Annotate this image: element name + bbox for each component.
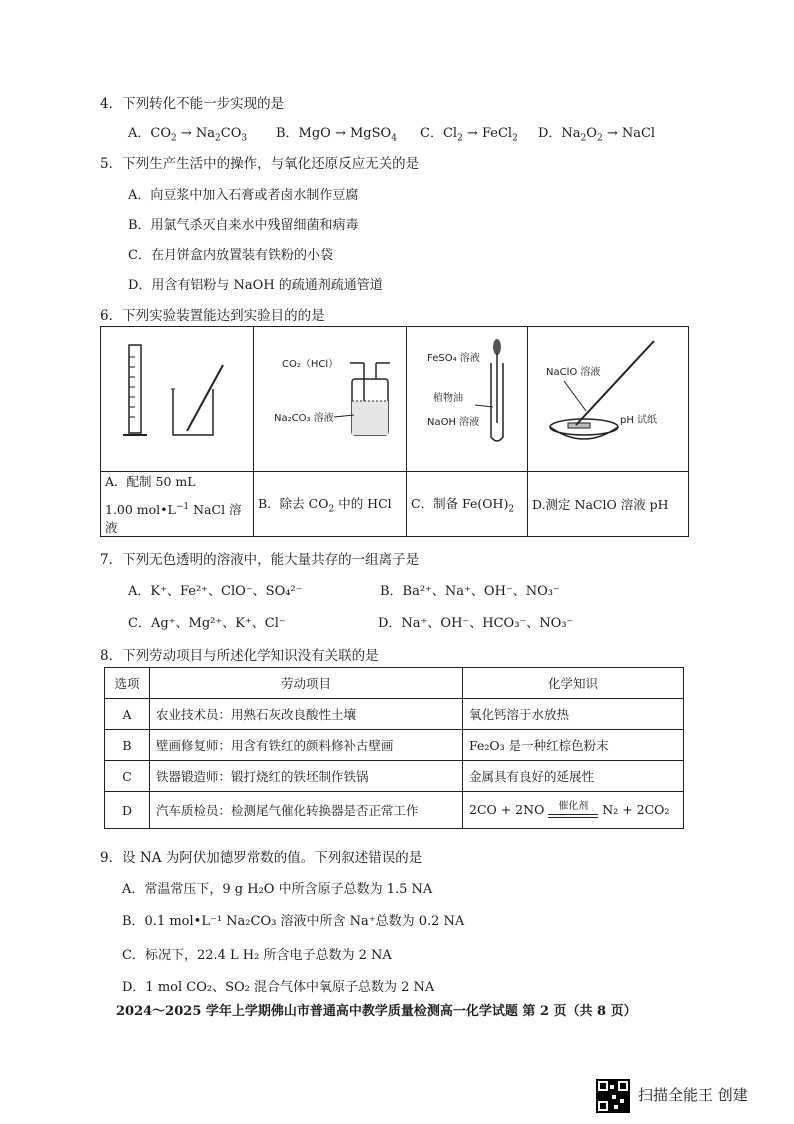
q9-option-a: A．常温常压下，9 g H₂O 中所含原子总数为 1.5 NA bbox=[122, 882, 433, 897]
q6-apparatus-table bbox=[100, 326, 689, 537]
q6-figure-d bbox=[528, 327, 689, 472]
q5-stem: 5．下列生产生活中的操作，与氧化还原反应无关的是 bbox=[100, 156, 420, 172]
table-row bbox=[105, 699, 684, 730]
q6-c-solution2-label: NaOH 溶液 bbox=[427, 417, 480, 428]
q8-row-option: D bbox=[105, 792, 150, 829]
gas-washing-bottle bbox=[254, 327, 406, 467]
q6-d-ph-paper-label: pH 试纸 bbox=[620, 415, 658, 426]
q6-figure-b bbox=[254, 327, 407, 472]
q8-row-knowledge bbox=[463, 792, 684, 829]
q5-option-d: D．用含有铝粉与 NaOH 的疏通剂疏通管道 bbox=[128, 278, 383, 293]
q6-b-solution-label: Na₂CO₃ 溶液 bbox=[274, 413, 334, 424]
q8-stem: 8．下列劳动项目与所述化学知识没有关联的是 bbox=[100, 648, 379, 664]
reaction-reactants: 2CO + 2NO bbox=[469, 801, 545, 817]
q6-c-solution1-label: FeSO₄ 溶液 bbox=[427, 353, 480, 364]
q5-option-a: A．向豆浆中加入石膏或者卤水制作豆腐 bbox=[128, 188, 359, 203]
q4-option-a: A．$CO_2 \to Na_2CO_3$ bbox=[128, 126, 248, 144]
q4-stem: 4．下列转化不能一步实现的是 bbox=[100, 96, 285, 112]
q4-option-b: B．MgO → MgSO$_4$ bbox=[276, 126, 397, 144]
watch-glass-and-rod bbox=[528, 327, 688, 467]
q6-figure-a bbox=[101, 327, 254, 472]
q9-stem: 9．设 NA 为阿伏加德罗常数的值。下列叙述错误的是 bbox=[100, 850, 423, 866]
q8-row-task: 农业技术员：用熟石灰改良酸性土壤 bbox=[150, 699, 463, 730]
q7-option-b: B．Ba²⁺、Na⁺、OH⁻、NO₃⁻ bbox=[380, 584, 560, 599]
q6-b-gas-label: CO₂（HCl） bbox=[282, 359, 339, 370]
test-tube-dropper bbox=[407, 327, 527, 467]
q8-header-task: 劳动项目 bbox=[150, 668, 463, 699]
q7-stem: 7．下列无色透明的溶液中，能大量共存的一组离子是 bbox=[100, 552, 420, 568]
q8-row-task: 壁画修复师：用含有铁红的颜料修补古壁画 bbox=[150, 730, 463, 761]
q6-caption-c: C．制备 $Fe(OH)_2$ bbox=[407, 472, 528, 537]
catalyst-label: 催化剂 bbox=[558, 801, 589, 813]
graduated-cylinder-and-beaker bbox=[101, 327, 253, 467]
q8-row-knowledge: Fe₂O₃ 是一种红棕色粉末 bbox=[463, 730, 684, 761]
q9-option-d: D．1 mol CO₂、SO₂ 混合气体中氧原子总数为 2 NA bbox=[122, 980, 435, 995]
table-row bbox=[105, 730, 684, 761]
q8-row-knowledge: 氧化钙溶于水放热 bbox=[463, 699, 684, 730]
q7-option-a: A．K⁺、Fe²⁺、ClO⁻、SO₄²⁻ bbox=[128, 584, 303, 599]
q8-row-task: 汽车质检员：检测尾气催化转换器是否正常工作 bbox=[150, 792, 463, 829]
q6-d-solution-label: NaClO 溶液 bbox=[546, 367, 601, 378]
q8-table bbox=[104, 667, 684, 829]
catalyst-arrow bbox=[548, 802, 598, 818]
q8-row-option: B bbox=[105, 730, 150, 761]
q4-option-c: C．$Cl_2$ → FeCl$_2$ bbox=[420, 126, 518, 144]
q9-option-c: C．标况下，22.4 L H₂ 所含电子总数为 2 NA bbox=[122, 948, 392, 963]
reaction-products: N₂ + 2CO₂ bbox=[602, 801, 670, 817]
q7-option-d: D．Na⁺、OH⁻、HCO₃⁻、NO₃⁻ bbox=[378, 616, 574, 631]
q8-header-knowledge: 化学知识 bbox=[463, 668, 684, 699]
q6-stem: 6．下列实验装置能达到实验目的的是 bbox=[100, 308, 325, 324]
q6-c-oil-label: 植物油 bbox=[433, 393, 463, 404]
q8-row-task: 铁器锻造师：锻打烧红的铁坯制作铁锅 bbox=[150, 761, 463, 792]
qr-code-icon bbox=[596, 1079, 630, 1113]
q6-caption-a: A．配制 50 mL 1.00 $mol•L^{-1}$ NaCl 溶液 bbox=[101, 472, 254, 537]
q8-header-row bbox=[105, 668, 684, 699]
q7-option-c: C．Ag⁺、Mg²⁺、K⁺、Cl⁻ bbox=[128, 616, 286, 631]
q5-option-b: B．用氯气杀灭自来水中残留细菌和病毒 bbox=[128, 218, 359, 233]
scanner-watermark: 扫描全能王 创建 bbox=[638, 1086, 748, 1104]
page-footer: 2024～2025 学年上学期佛山市普通高中教学质量检测高一化学试题 第 2 页（共 8 页） bbox=[116, 1004, 637, 1019]
q8-row-knowledge: 金属具有良好的延展性 bbox=[463, 761, 684, 792]
q4-option-d: D．$Na_2O_2$ → NaCl bbox=[538, 126, 656, 144]
q6-figure-c bbox=[407, 327, 528, 472]
q8-header-option: 选项 bbox=[105, 668, 150, 699]
table-row bbox=[105, 792, 684, 829]
q9-option-b: B．0.1 mol•L⁻¹ Na₂CO₃ 溶液中所含 Na⁺总数为 0.2 NA bbox=[122, 914, 465, 929]
q6-caption-b: B．除去 $CO_2$ 中的 HCl bbox=[254, 472, 407, 537]
q5-option-c: C．在月饼盒内放置装有铁粉的小袋 bbox=[128, 248, 333, 263]
table-row bbox=[105, 761, 684, 792]
q8-row-option: A bbox=[105, 699, 150, 730]
q6-caption-d: D.测定 NaClO 溶液 pH bbox=[528, 472, 689, 537]
q8-row-option: C bbox=[105, 761, 150, 792]
